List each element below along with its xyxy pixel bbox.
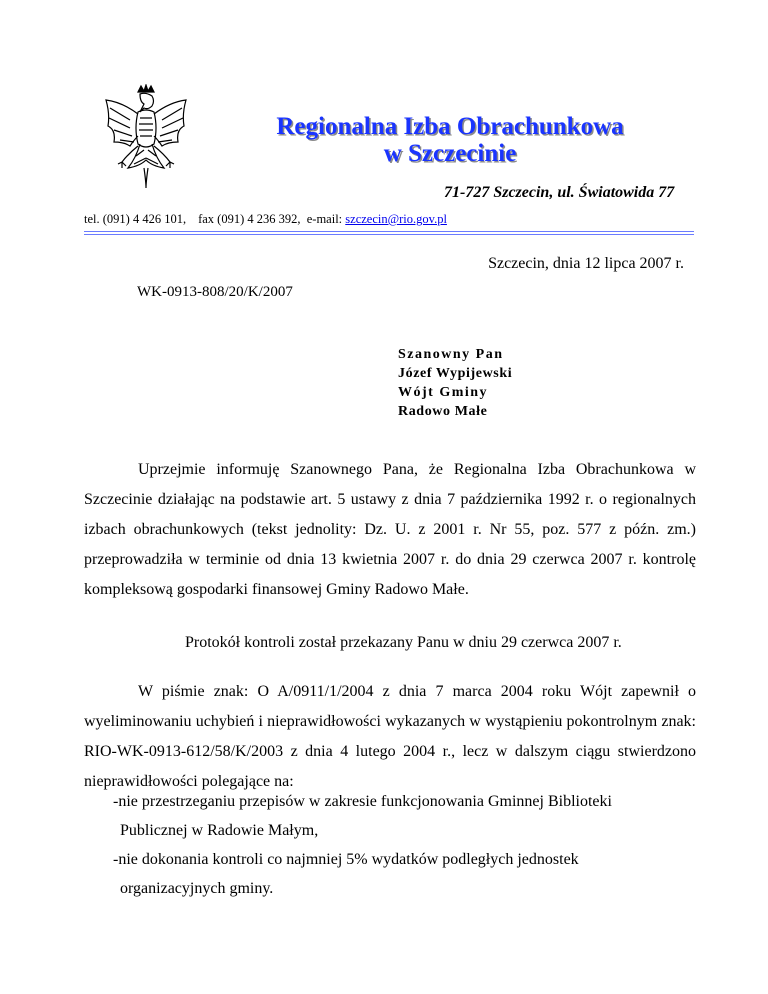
- recipient-salutation: Szanowny Pan: [398, 347, 504, 362]
- institution-address: 71-727 Szczecin, ul. Światowida 77: [444, 184, 675, 201]
- list-item-line: organizacyjnych gminy.: [120, 880, 274, 897]
- email-label: e-mail:: [306, 212, 343, 226]
- list-item-line: -nie przestrzeganiu przepisów w zakresie funkcjonowania Gminnej Biblioteki: [113, 793, 612, 810]
- findings-list: [113, 787, 713, 903]
- recipient-name: Józef Wypijewski: [398, 366, 513, 381]
- recipient-municipality: Radowo Małe: [398, 404, 488, 419]
- paragraph-findings: W piśmie znak: O A/0911/1/2004 z dnia 7 marca 2004 roku Wójt zapewnił o wyeliminowaniu uchybień i nieprawidłowości wykazanych w wystąpieniu pokontrolnym znak: RIO-WK-0913-612/58/K/2003 z dnia 4 lutego 2004 r., lecz w dalszym ciągu stwierdzono nieprawidłowości polegające na:: [84, 683, 696, 790]
- polish-eagle-emblem-icon: [100, 84, 192, 192]
- list-item: [113, 845, 713, 903]
- header-divider: [84, 231, 694, 235]
- paragraph-protocol: Protokół kontroli został przekazany Panu w dniu 29 czerwca 2007 r.: [185, 634, 622, 651]
- telephone-number: tel. (091) 4 426 101,: [84, 212, 187, 226]
- letter-date: Szczecin, dnia 12 lipca 2007 r.: [488, 255, 684, 272]
- fax-number: fax (091) 4 236 392,: [198, 212, 301, 226]
- paragraph-intro: Uprzejmie informuję Szanownego Pana, że Regionalna Izba Obrachunkowa w Szczecinie działając na podstawie art. 5 ustawy z dnia 7 października 1992 r. o regionalnych izbach obrachunkowych (tekst jednolity: Dz. U. z 2001 r. Nr 55, poz. 577 z późn. zm.) przeprowadziła w terminie od dnia 13 kwietnia 2007 r. do dnia 29 czerwca 2007 r. kontrolę kompleksową gospodarki finansowej Gminy Radowo Małe.: [84, 461, 696, 598]
- contact-line: [84, 212, 447, 227]
- list-item: [113, 787, 713, 845]
- recipient-title: Wójt Gminy: [398, 385, 489, 400]
- recipient-block: [398, 345, 512, 421]
- reference-number: WK-0913-808/20/K/2007: [137, 284, 293, 300]
- email-link[interactable]: szczecin@rio.gov.pl: [345, 212, 447, 226]
- institution-title-line2: w Szczecinie: [383, 140, 517, 167]
- institution-title-line1: Regionalna Izba Obrachunkowa: [276, 113, 624, 140]
- list-item-line: -nie dokonania kontroli co najmniej 5% wydatków podległych jednostek: [113, 851, 579, 868]
- institution-title: [200, 113, 700, 167]
- list-item-line: Publicznej w Radowie Małym,: [120, 822, 319, 839]
